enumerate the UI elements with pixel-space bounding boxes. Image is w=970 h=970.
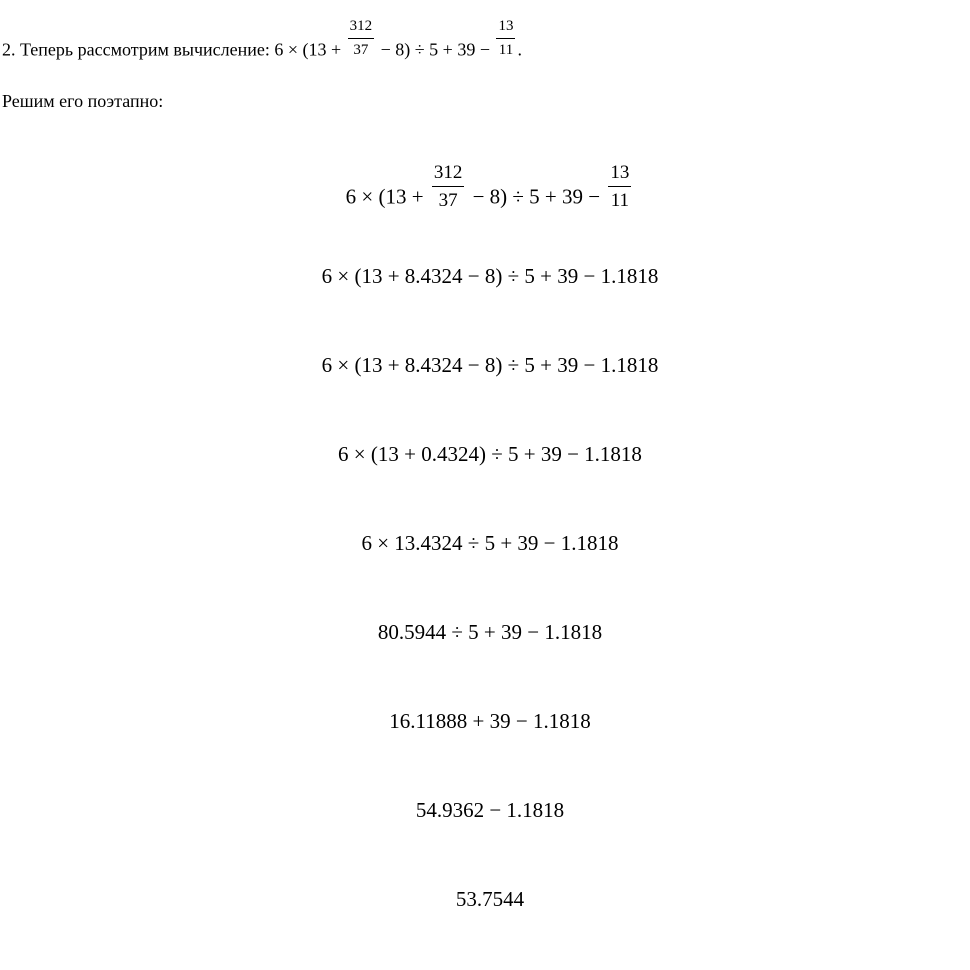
fraction-denominator: 37	[353, 42, 369, 58]
step-2: 6 × (13 + 8.4324 − 8) ÷ 5 + 39 − 1.1818	[321, 264, 659, 288]
step-middle: − 8) ÷ 5 + 39 −	[472, 184, 601, 209]
step-1	[0, 162, 970, 222]
intro-subtitle: Решим его поэтапно:	[2, 91, 164, 111]
fraction-13-11	[608, 163, 631, 210]
fraction-312-37	[348, 19, 375, 58]
step-8: 54.9362 − 1.1818	[415, 798, 565, 822]
fraction-denominator: 11	[498, 42, 514, 58]
step-prefix: 6 × (13 +	[345, 184, 424, 209]
intro-line	[2, 18, 522, 71]
step-4: 6 × (13 + 0.4324) ÷ 5 + 39 − 1.1818	[338, 442, 642, 466]
fraction-numerator: 13	[608, 163, 631, 187]
fraction-numerator: 13	[496, 19, 515, 39]
intro-middle: − 8) ÷ 5 + 39 −	[380, 39, 490, 60]
step-9-result: 53.7544	[455, 887, 525, 911]
step-5: 6 × 13.4324 ÷ 5 + 39 − 1.1818	[361, 531, 619, 555]
intro-prefix: 2. Теперь рассмотрим вычисление: 6 × (13 +	[2, 39, 342, 60]
fraction-numerator: 312	[348, 19, 375, 39]
fraction-denominator: 11	[610, 190, 630, 211]
step-6: 80.5944 ÷ 5 + 39 − 1.1818	[377, 620, 603, 644]
fraction-312-37	[432, 163, 465, 210]
fraction-13-11	[496, 19, 515, 58]
fraction-numerator: 312	[432, 163, 465, 187]
step-7: 16.11888 + 39 − 1.1818	[389, 709, 591, 733]
fraction-denominator: 37	[438, 190, 458, 211]
intro-suffix: .	[517, 39, 522, 60]
step-3: 6 × (13 + 8.4324 − 8) ÷ 5 + 39 − 1.1818	[321, 353, 659, 377]
